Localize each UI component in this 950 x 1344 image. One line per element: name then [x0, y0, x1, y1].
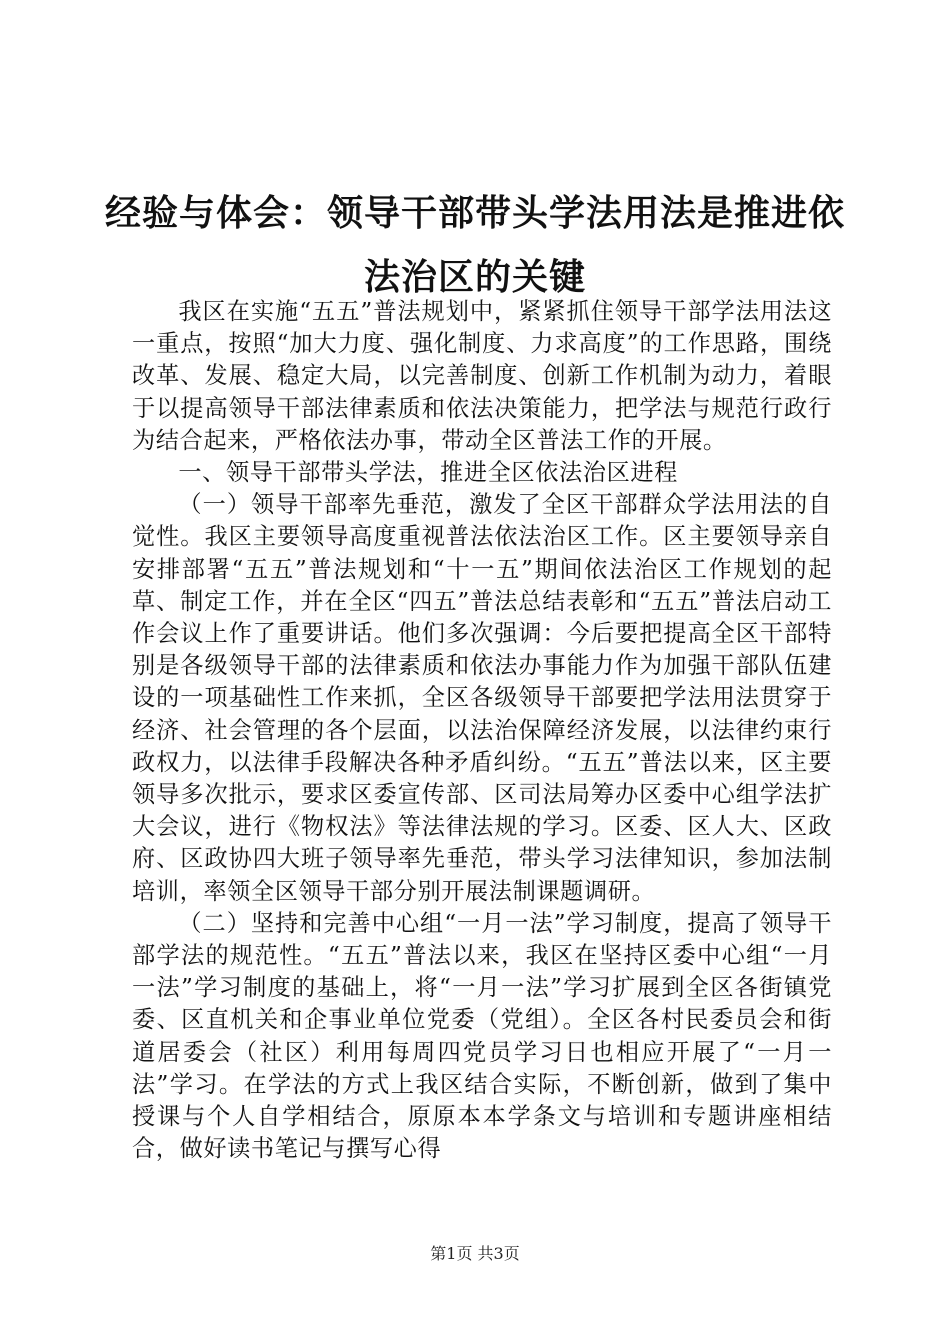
paragraph-subsection-2: （二）坚持和完善中心组“一月一法”学习制度，提高了领导干部学法的规范性。“五五”普法以来，我区在坚持区委中心组“一月一法”学习制度的基础上，将“一月一法”学习扩展到全区各街镇党委、区直机关和企事业单位党委（党组）。全区各村民委员会和街道居委会（社区）利用每周四党员学习日也相应开展了“一月一法”学习。在学法的方式上我区结合实际，不断创新，做到了集中授课与个人自学相结合，原原本本学条文与培训和专题讲座相结合，做好读书笔记与撰写心得 [132, 909, 832, 1163]
paragraph-subsection-1: （一）领导干部率先垂范，激发了全区干部群众学法用法的自觉性。我区主要领导高度重视普法依法治区工作。区主要领导亲自安排部署“五五”普法规划和“十一五”期间依法治区工作规划的起草、制定工作，并在全区“四五”普法总结表彰和“五五”普法启动工作会议上作了重要讲话。他们多次强调：今后要把提高全区干部特别是各级领导干部的法律素质和依法办事能力作为加强干部队伍建设的一项基础性工作来抓，全区各级领导干部要把学法用法贯穿于经济、社会管理的各个层面，以法治保障经济发展，以法律约束行政权力，以法律手段解决各种矛盾纠纷。“五五”普法以来，区主要领导多次批示，要求区委宣传部、区司法局筹办区委中心组学法扩大会议，进行《物权法》等法律法规的学习。区委、区人大、区政府、区政协四大班子领导率先垂范，带头学习法律知识，参加法制培训，率领全区领导干部分别开展法制课题调研。 [132, 491, 832, 905]
paragraph-intro: 我区在实施“五五”普法规划中，紧紧抓住领导干部学法用法这一重点，按照“加大力度、强化制度、力求高度”的工作思路，围绕改革、发展、稳定大局，以完善制度、创新工作机制为动力，着眼于以提高领导干部法律素质和依法决策能力，把学法与规范行政行为结合起来，严格依法办事，带动全区普法工作的开展。 [132, 298, 832, 454]
section-heading-1: 一、领导干部带头学法，推进全区依法治区进程 [178, 459, 678, 487]
document-body [132, 296, 832, 1165]
page-footer: 第1页 共3页 [430, 1244, 520, 1263]
document-title: 经验与体会：领导干部带头学法用法是推进依法治区的关键 [104, 193, 845, 298]
